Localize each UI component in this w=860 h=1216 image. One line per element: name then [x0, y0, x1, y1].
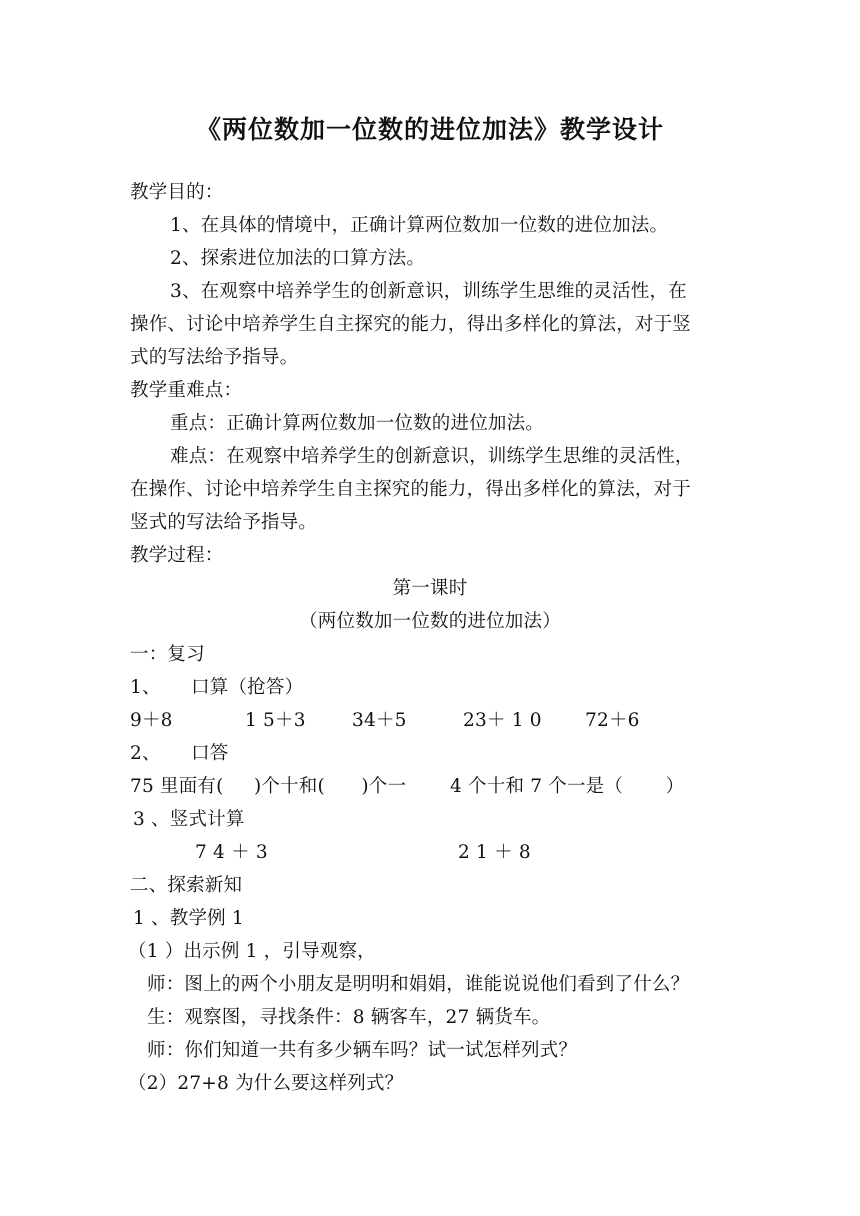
review-heading: 一：复习 — [130, 644, 205, 665]
key-point-difficulty-line-2: 在操作、讨论中培养学生自主探究的能力，得出多样化的算法，对于 — [130, 479, 692, 500]
explore-heading: 二、探索新知 — [130, 875, 243, 896]
key-point-focus: 重点：正确计算两位数加一位数的进位加法。 — [170, 413, 545, 434]
oral-calc-item: 34＋5 — [352, 710, 407, 731]
objectives-heading: 教学目的： — [130, 182, 224, 203]
oral-answer-question-2: 4 个十和 7 个一是（ ） — [450, 776, 685, 797]
example-heading: 1 、教学例 1 — [133, 908, 244, 929]
oral-calc-heading: 1、 口算（抢答） — [130, 677, 304, 698]
student-line-1: 生：观察图，寻找条件：8 辆客车，27 辆货车。 — [147, 1007, 551, 1028]
objective-item-3-line-3: 式的写法给予指导。 — [130, 347, 299, 368]
vertical-calc-heading: 3 、竖式计算 — [133, 809, 245, 830]
objective-item-2: 2、探索进位加法的口算方法。 — [170, 248, 426, 269]
key-point-difficulty-line-3: 竖式的写法给予指导。 — [130, 512, 318, 533]
process-heading: 教学过程： — [130, 545, 224, 566]
oral-calc-item: 72＋6 — [585, 710, 640, 731]
vertical-calc-item: 7 4 ＋ 3 — [195, 842, 268, 863]
oral-calc-item: 23＋ 1 0 — [463, 710, 542, 731]
vertical-calc-item: 2 1 ＋ 8 — [458, 842, 531, 863]
lesson-subtitle: （两位数加一位数的进位加法） — [299, 611, 561, 632]
oral-calc-item: 1 5＋3 — [245, 710, 306, 731]
teacher-line-2: 师：你们知道一共有多少辆车吗？试一试怎样列式？ — [147, 1040, 578, 1061]
step-2: （2）27+8 为什么要这样列式？ — [128, 1073, 404, 1094]
teacher-line-1: 师：图上的两个小朋友是明明和娟娟，谁能说说他们看到了什么？ — [147, 974, 690, 995]
objective-item-3-line-1: 3、在观察中培养学生的创新意识，训练学生思维的灵活性，在 — [170, 281, 687, 302]
key-points-heading: 教学重难点： — [130, 380, 243, 401]
document-title: 《两位数加一位数的进位加法》教学设计 — [195, 115, 664, 144]
lesson-title: 第一课时 — [392, 578, 468, 599]
oral-answer-question-1: 75 里面有( )个十和( )个一 — [130, 776, 407, 797]
objective-item-3-line-2: 操作、讨论中培养学生自主探究的能力，得出多样化的算法，对于竖 — [130, 314, 692, 335]
oral-calc-item: 9＋8 — [130, 710, 173, 731]
objective-item-1: 1、在具体的情境中，正确计算两位数加一位数的进位加法。 — [170, 215, 669, 236]
key-point-difficulty-line-1: 难点：在观察中培养学生的创新意识，训练学生思维的灵活性， — [170, 446, 694, 467]
oral-answer-heading: 2、 口答 — [130, 743, 229, 764]
step-1: （1 ）出示例 1 ，引导观察， — [128, 941, 376, 962]
